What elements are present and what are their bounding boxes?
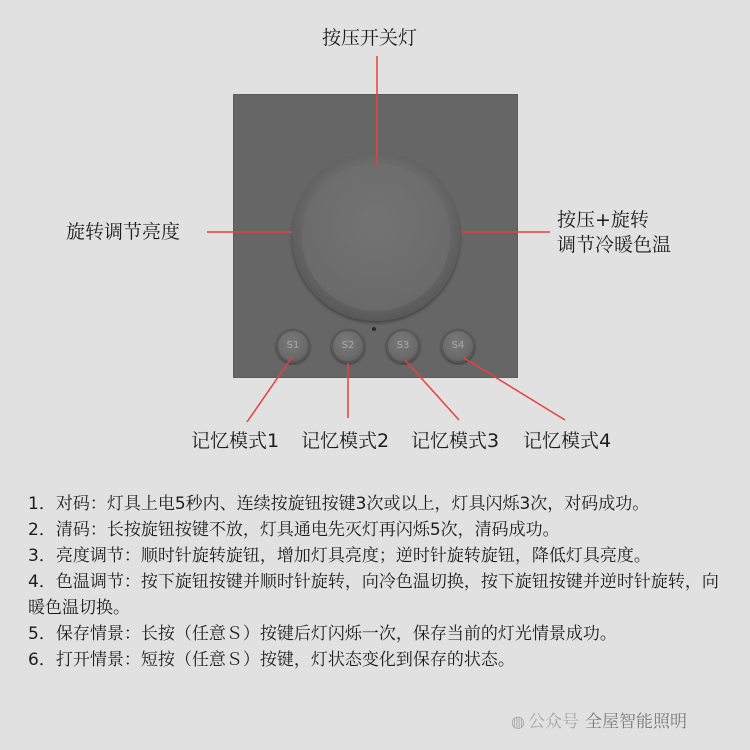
watermark bbox=[511, 707, 687, 732]
callout-right-line1: 按压+旋转 bbox=[557, 209, 649, 231]
callout-rotate-brightness: 旋转调节亮度 bbox=[66, 221, 181, 243]
instruction-open-scene: 6．打开情景：短按（任意Ｓ）按键，灯状态变化到保存的状态。 bbox=[28, 650, 515, 670]
memory-mode-2-label: 记忆模式2 bbox=[301, 430, 390, 452]
instruction-brightness: 3．亮度调节：顺时针旋转旋钮，增加灯具亮度；逆时针旋转旋钮，降低灯具亮度。 bbox=[28, 546, 651, 566]
memory-mode-3-label: 记忆模式3 bbox=[411, 430, 500, 452]
wechat-icon: ◍ bbox=[511, 712, 525, 731]
instruction-list bbox=[28, 491, 728, 673]
scene-button-s1[interactable]: S1 bbox=[276, 329, 310, 363]
watermark-prefix: 公众号 bbox=[527, 712, 579, 732]
leader-line-s1 bbox=[247, 357, 292, 422]
instruction-color-temp: 4．色温调节：按下旋钮按键并顺时针旋转，向冷色温切换，按下旋钮按键并逆时针旋转，向暖色温切换。 bbox=[28, 572, 719, 618]
memory-mode-4-label: 记忆模式4 bbox=[523, 430, 612, 452]
leader-line-s4 bbox=[464, 358, 565, 420]
watermark-name: 全屋智能照明 bbox=[584, 712, 687, 732]
scene-button-s3[interactable]: S3 bbox=[386, 329, 420, 363]
scene-button-s2[interactable]: S2 bbox=[331, 329, 365, 363]
instruction-pairing: 1．对码：灯具上电5秒内、连续按旋钮按键3次或以上，灯具闪烁3次，对码成功。 bbox=[28, 494, 650, 514]
scene-button-s4[interactable]: S4 bbox=[441, 329, 475, 363]
instruction-save-scene: 5．保存情景：长按（任意Ｓ）按键后灯闪烁一次，保存当前的灯光情景成功。 bbox=[28, 624, 617, 644]
callout-right-line2: 调节冷暖色温 bbox=[557, 234, 672, 256]
instruction-clear-code: 2．清码：长按旋钮按键不放，灯具通电先灭灯再闪烁5次，清码成功。 bbox=[28, 520, 560, 540]
memory-mode-1-label: 记忆模式1 bbox=[191, 430, 280, 452]
callout-press-toggle-light: 按压开关灯 bbox=[322, 27, 418, 49]
leader-line-s3 bbox=[405, 360, 459, 420]
